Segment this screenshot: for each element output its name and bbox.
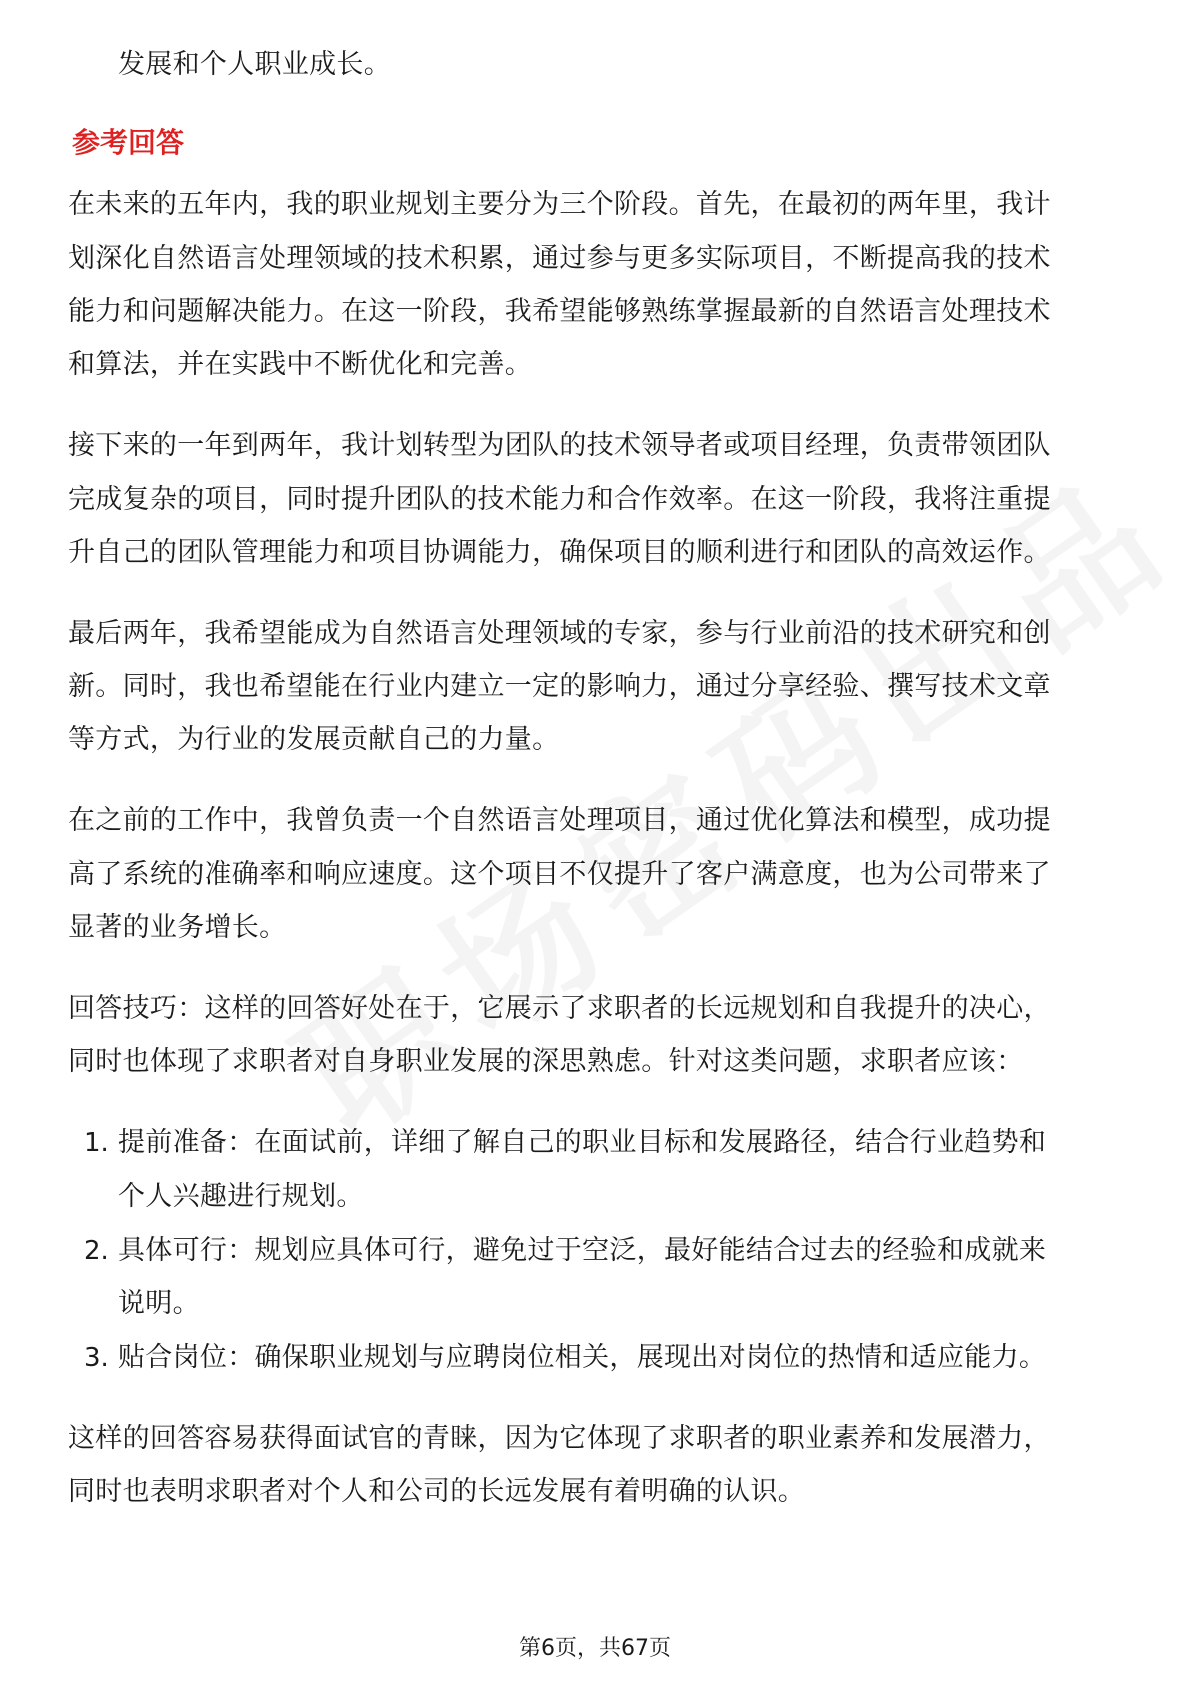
paragraph-line: 回答技巧：这样的回答好处在于，它展示了求职者的长远规划和自我提升的决心， — [68, 993, 1051, 1024]
paragraph-line: 在之前的工作中，我曾负责一个自然语言处理项目，通过优化算法和模型，成功提 — [68, 805, 1051, 836]
paragraph-line: 接下来的一年到两年，我计划转型为团队的技术领导者或项目经理，负责带领团队 — [68, 430, 1051, 461]
paragraph-line: 最后两年，我希望能成为自然语言处理领域的专家，参与行业前沿的技术研究和创 — [68, 618, 1051, 649]
paragraph-line: 新。同时，我也希望能在行业内建立一定的影响力，通过分享经验、撰写技术文章 — [68, 671, 1051, 702]
list-line: 贴合岗位：确保职业规划与应聘岗位相关，展现出对岗位的热情和适应能力。 — [118, 1342, 1047, 1373]
paragraph-line: 完成复杂的项目，同时提升团队的技术能力和合作效率。在这一阶段，我将注重提 — [68, 484, 1051, 515]
list-number: 1. — [84, 1128, 109, 1158]
paragraph-line: 划深化自然语言处理领域的技术积累，通过参与更多实际项目，不断提高我的技术 — [68, 243, 1051, 274]
list-line: 说明。 — [118, 1288, 200, 1319]
intro-tail-text: 发展和个人职业成长。 — [118, 49, 391, 80]
list-line: 个人兴趣进行规划。 — [118, 1181, 364, 1212]
paragraph-line: 同时也表明求职者对个人和公司的长远发展有着明确的认识。 — [68, 1476, 806, 1507]
section-heading: 参考回答 — [72, 126, 185, 159]
paragraph-line: 在未来的五年内，我的职业规划主要分为三个阶段。首先，在最初的两年里，我计 — [68, 189, 1051, 220]
page-footer: 第6页，共67页 — [519, 1636, 671, 1661]
paragraph-line: 升自己的团队管理能力和项目协调能力，确保项目的顺利进行和团队的高效运作。 — [68, 537, 1051, 568]
paragraph-line: 高了系统的准确率和响应速度。这个项目不仅提升了客户满意度，也为公司带来了 — [68, 859, 1051, 890]
paragraph-line: 显著的业务增长。 — [68, 912, 287, 943]
list-number: 2. — [84, 1236, 109, 1266]
paragraph-line: 能力和问题解决能力。在这一阶段，我希望能够熟练掌握最新的自然语言处理技术 — [68, 296, 1051, 327]
list-number: 3. — [84, 1343, 109, 1373]
list-line: 具体可行：规划应具体可行，避免过于空泛，最好能结合过去的经验和成就来 — [118, 1235, 1047, 1266]
paragraph-line: 等方式，为行业的发展贡献自己的力量。 — [68, 724, 560, 755]
paragraph-line: 这样的回答容易获得面试官的青睐，因为它体现了求职者的职业素养和发展潜力， — [68, 1423, 1051, 1454]
paragraph-line: 同时也体现了求职者对自身职业发展的深思熟虑。针对这类问题，求职者应该： — [68, 1046, 1024, 1077]
list-line: 提前准备：在面试前，详细了解自己的职业目标和发展路径，结合行业趋势和 — [118, 1127, 1047, 1158]
paragraph-line: 和算法，并在实践中不断优化和完善。 — [68, 349, 533, 380]
